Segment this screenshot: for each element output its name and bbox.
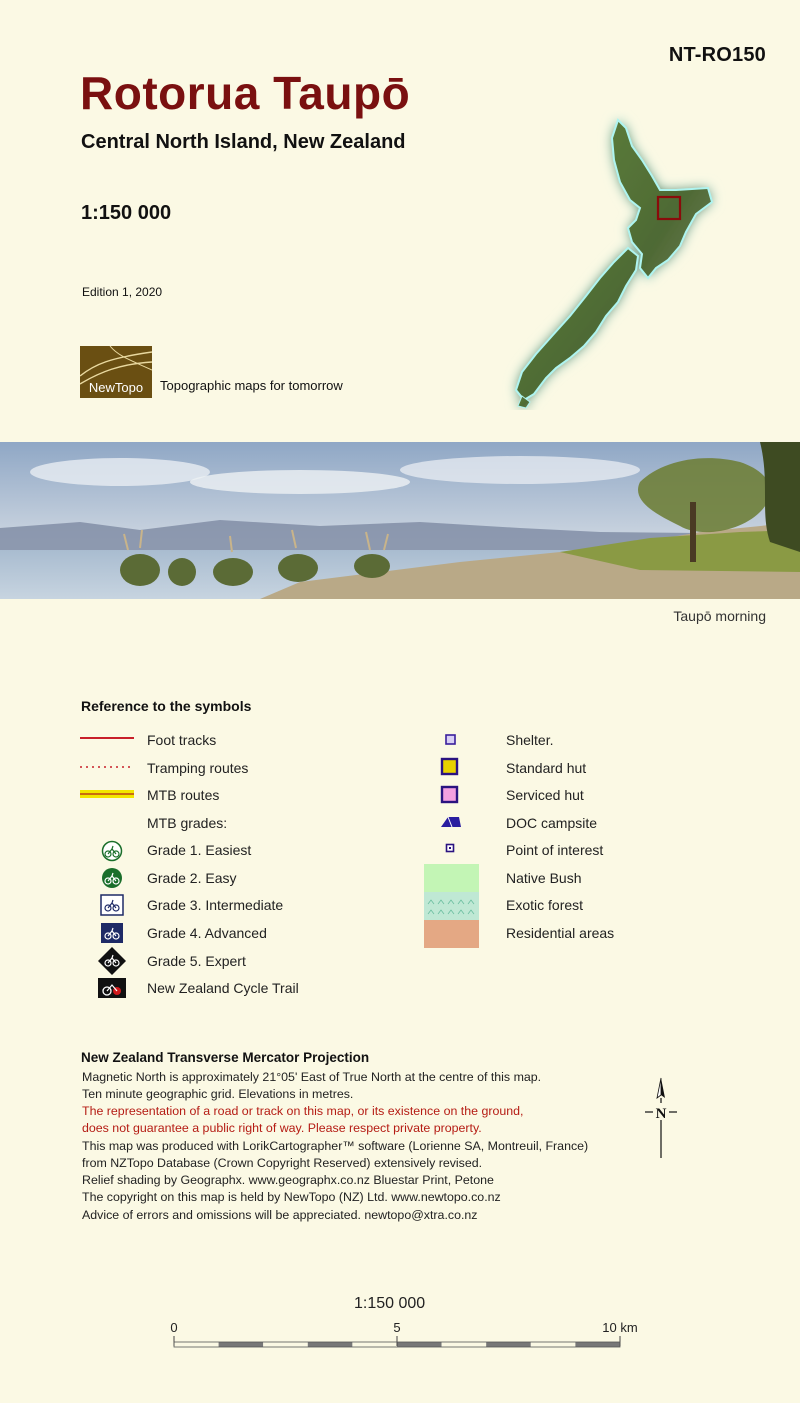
projection-note: Advice of errors and omissions will be appreciated. newtopo@xtra.co.nz: [82, 1208, 478, 1222]
legend-label: Shelter.: [506, 732, 554, 748]
scale-segment: [174, 1342, 219, 1347]
tagline: Topographic maps for tomorrow: [160, 378, 343, 393]
legend-label: Grade 4. Advanced: [147, 925, 267, 941]
south-island: [516, 248, 638, 400]
projection-heading: New Zealand Transverse Mercator Projection: [81, 1050, 370, 1065]
photo-caption: Taupō morning: [673, 608, 766, 624]
exotic-forest-swatch: [424, 892, 479, 920]
disclaimer-note: does not guarantee a public right of way. Please respect private property.: [82, 1121, 482, 1135]
foot-track-line: [80, 731, 134, 745]
scale-segment: [442, 1342, 487, 1347]
edition-label: Edition 1, 2020: [82, 285, 163, 299]
legend-label: Exotic forest: [506, 897, 584, 913]
legend-label: Standard hut: [506, 760, 587, 776]
shelter-icon: [444, 733, 458, 747]
logo-text: NewTopo: [88, 380, 144, 395]
map-scale: 1:150 000: [81, 202, 172, 224]
scale-tick-label: 10 km: [602, 1320, 638, 1335]
scale-segment: [219, 1342, 264, 1347]
scale-tick-label: 5: [393, 1320, 401, 1335]
map-subtitle: Central North Island, New Zealand: [81, 131, 406, 153]
legend-label: Grade 5. Expert: [147, 953, 246, 969]
legend-label: MTB grades:: [147, 815, 228, 831]
residential-swatch: [424, 920, 479, 948]
scale-segment: [263, 1342, 308, 1347]
grade-2-icon: [100, 867, 124, 889]
scalebar-label: 1:150 000: [354, 1295, 426, 1312]
map-title: Rotorua Taupō: [80, 67, 411, 119]
projection-note: The copyright on this map is held by NewTopo (NZ) Ltd. www.newtopo.co.nz: [82, 1190, 501, 1204]
map-code: NT-RO150: [668, 44, 766, 66]
legend-label: MTB routes: [147, 787, 220, 803]
scale-segment: [352, 1342, 397, 1347]
north-arrow-icon: [643, 1076, 679, 1160]
standard-hut-icon: [440, 757, 460, 777]
newtopo-logo: [80, 346, 152, 398]
poi-icon: [445, 843, 457, 855]
nz-locator-map: [500, 110, 730, 410]
legend-label: Grade 2. Easy: [147, 870, 237, 886]
legend-label: Serviced hut: [506, 787, 584, 803]
serviced-hut-icon: [440, 785, 460, 805]
legend-label: Tramping routes: [147, 760, 249, 776]
legend-label: Point of interest: [506, 842, 604, 858]
cycle-trail-icon: [98, 978, 126, 998]
legend-label: DOC campsite: [506, 815, 598, 831]
grade-5-icon: [97, 946, 127, 976]
legend-label: Grade 1. Easiest: [147, 842, 252, 858]
campsite-icon: [440, 815, 462, 829]
scale-segment: [486, 1342, 531, 1347]
projection-note: Relief shading by Geographx. www.geographx.co.nz Bluestar Print, Petone: [82, 1173, 494, 1187]
disclaimer-note: The representation of a road or track on this map, or its existence on the ground,: [82, 1104, 524, 1118]
grade-1-icon: [100, 840, 124, 862]
lake-photo: [0, 442, 800, 599]
scale-bar: [160, 1318, 650, 1358]
scale-segment: [308, 1342, 353, 1347]
legend-label: Grade 3. Intermediate: [147, 897, 284, 913]
scale-segment: [531, 1342, 576, 1347]
legend-label: Foot tracks: [147, 732, 217, 748]
legend-heading: Reference to the symbols: [81, 698, 252, 714]
scale-tick-label: 0: [170, 1320, 178, 1335]
native-bush-swatch: [424, 864, 479, 892]
scale-segment: [397, 1342, 442, 1347]
projection-note: Ten minute geographic grid. Elevations in metres.: [82, 1087, 354, 1101]
scale-segment: [575, 1342, 620, 1347]
legend-label: New Zealand Cycle Trail: [147, 980, 299, 996]
legend-label: Native Bush: [506, 870, 582, 886]
projection-note: Magnetic North is approximately 21°05' East of True North at the centre of this map.: [82, 1070, 542, 1084]
tramping-route-dotted-line: [80, 760, 134, 774]
grade-3-icon: [100, 894, 124, 916]
mtb-route-line: [80, 787, 134, 801]
grade-4-icon: [100, 922, 124, 944]
north-label: N: [655, 1106, 667, 1122]
projection-note: This map was produced with LorikCartographer™ software (Lorienne SA, Montreuil, France): [82, 1139, 589, 1153]
projection-note: from NZTopo Database (Crown Copyright Reserved) extensively revised.: [82, 1156, 483, 1170]
legend-label: Residential areas: [506, 925, 615, 941]
